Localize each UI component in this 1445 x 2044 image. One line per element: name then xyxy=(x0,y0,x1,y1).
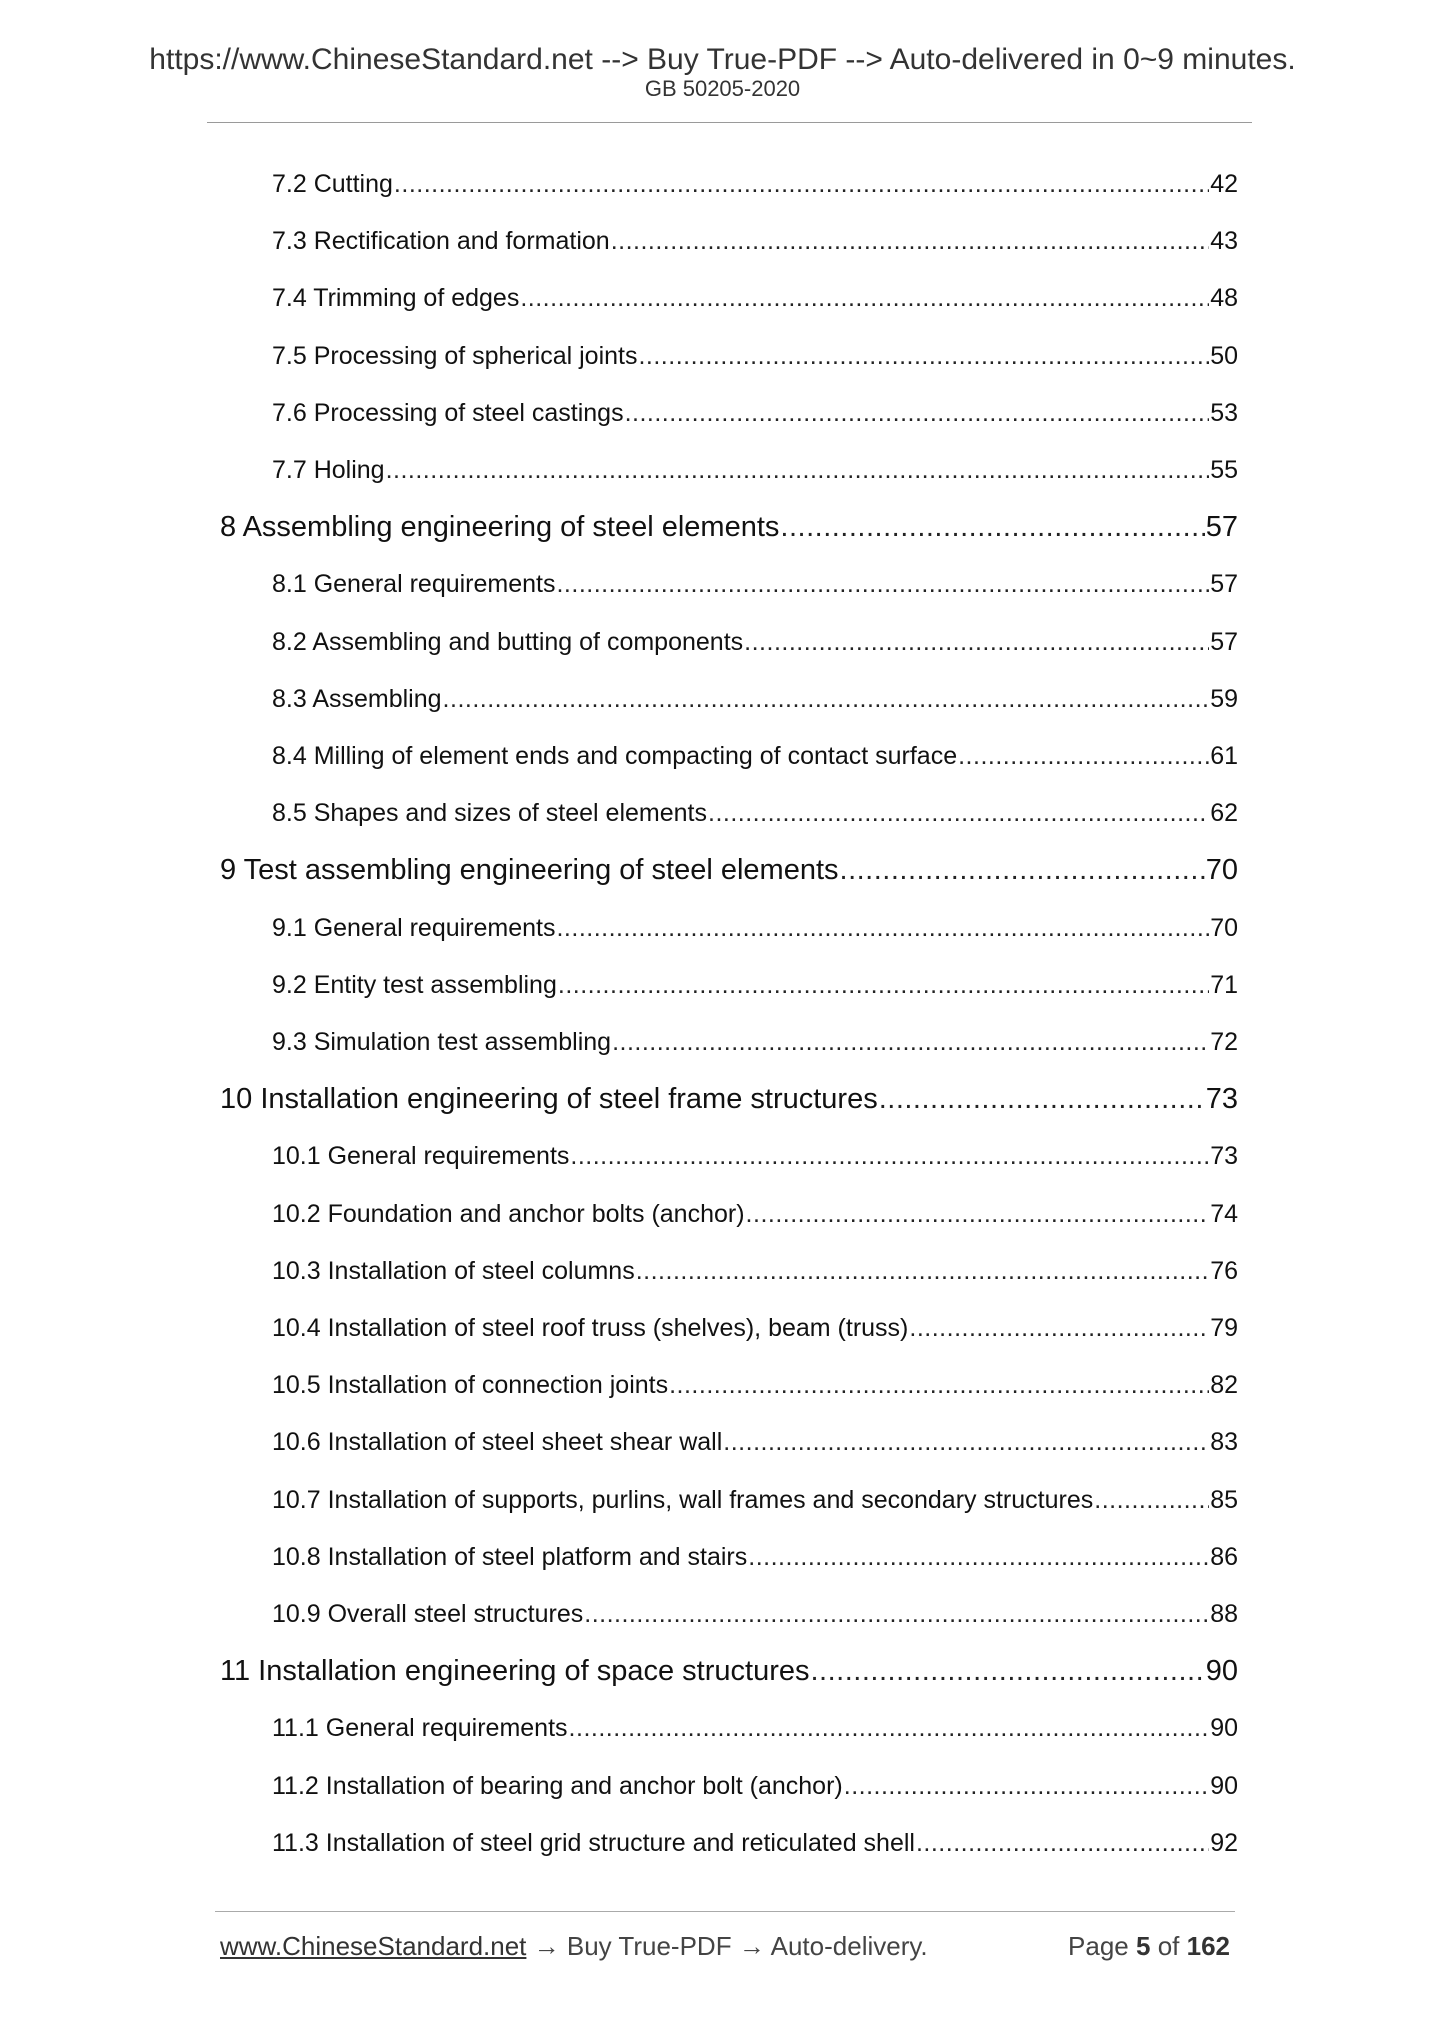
toc-section-entry[interactable] xyxy=(272,1424,1238,1460)
toc-entry-title: 8.3 Assembling xyxy=(272,685,442,713)
toc-section-entry[interactable] xyxy=(272,681,1238,717)
toc-page-number: 57 xyxy=(1205,511,1238,543)
toc-entry-title: 10.3 Installation of steel columns xyxy=(272,1257,635,1285)
toc-section-entry[interactable] xyxy=(272,624,1238,660)
toc-page-number: 90 xyxy=(1205,1655,1238,1687)
toc-dot-leader xyxy=(394,166,1209,202)
toc-chapter-entry[interactable] xyxy=(220,509,1238,545)
toc-entry-title: 7.6 Processing of steel castings xyxy=(272,399,624,427)
toc-section-entry[interactable] xyxy=(272,1024,1238,1060)
toc-entry-title: 8.5 Shapes and sizes of steel elements xyxy=(272,799,707,827)
toc-dot-leader xyxy=(669,1367,1209,1403)
toc-section-entry[interactable] xyxy=(272,338,1238,374)
footer-promo xyxy=(220,1928,928,1964)
toc-section-entry[interactable] xyxy=(272,452,1238,488)
toc-page-number: 76 xyxy=(1210,1257,1238,1285)
toc-page-number: 57 xyxy=(1210,628,1238,656)
toc-dot-leader xyxy=(909,1310,1209,1346)
page-number xyxy=(1068,1928,1230,1964)
toc-dot-leader xyxy=(443,681,1210,717)
footer-site-link[interactable]: www.ChineseStandard.net xyxy=(220,1931,527,1961)
toc-entry-title: 8.4 Milling of element ends and compacting of contact surface xyxy=(272,742,958,770)
toc-chapter-entry[interactable] xyxy=(220,1653,1238,1689)
toc-dot-leader xyxy=(520,280,1209,316)
toc-entry-title: 11 Installation engineering of space structures xyxy=(220,1655,810,1687)
toc-page-number: 55 xyxy=(1210,456,1238,484)
toc-section-entry[interactable] xyxy=(272,223,1238,259)
toc-section-entry[interactable] xyxy=(272,1596,1238,1632)
toc-entry-title: 10.7 Installation of supports, purlins, wall frames and secondary structures xyxy=(272,1486,1094,1514)
toc-page-number: 61 xyxy=(1210,742,1238,770)
toc-entry-title: 7.7 Holing xyxy=(272,456,385,484)
toc-entry-title: 8.2 Assembling and butting of components xyxy=(272,628,744,656)
toc-section-entry[interactable] xyxy=(272,566,1238,602)
toc-page-number: 88 xyxy=(1210,1600,1238,1628)
toc-dot-leader xyxy=(916,1825,1209,1861)
toc-dot-leader xyxy=(611,223,1210,259)
toc-entry-title: 11.2 Installation of bearing and anchor bolt (anchor) xyxy=(272,1772,843,1800)
toc-section-entry[interactable] xyxy=(272,967,1238,1003)
toc-page-number: 92 xyxy=(1210,1829,1238,1857)
toc-dot-leader xyxy=(636,1253,1209,1289)
arrow-right-icon: → xyxy=(533,1931,560,1961)
toc-dot-leader xyxy=(1094,1482,1209,1518)
toc-page-number: 71 xyxy=(1210,971,1238,999)
toc-page-number: 53 xyxy=(1210,399,1238,427)
toc-page-number: 86 xyxy=(1210,1543,1238,1571)
toc-dot-leader xyxy=(625,395,1210,431)
toc-page-number: 90 xyxy=(1210,1714,1238,1742)
toc-dot-leader xyxy=(612,1024,1209,1060)
footer-delivery-text: Auto-delivery. xyxy=(770,1931,928,1961)
toc-entry-title: 10.1 General requirements xyxy=(272,1142,570,1170)
toc-page-number: 50 xyxy=(1210,342,1238,370)
toc-dot-leader xyxy=(844,1768,1209,1804)
footer-divider xyxy=(215,1911,1235,1912)
toc-entry-title: 10.5 Installation of connection joints xyxy=(272,1371,669,1399)
toc-section-entry[interactable] xyxy=(272,1825,1238,1861)
toc-dot-leader xyxy=(386,452,1210,488)
toc-entry-title: 9.1 General requirements xyxy=(272,914,556,942)
toc-page-number: 57 xyxy=(1210,570,1238,598)
toc-dot-leader xyxy=(879,1081,1205,1117)
toc-dot-leader xyxy=(723,1424,1209,1460)
toc-page-number: 73 xyxy=(1210,1142,1238,1170)
toc-entry-title: 8 Assembling engineering of steel elements xyxy=(220,511,780,543)
toc-entry-title: 7.3 Rectification and formation xyxy=(272,227,610,255)
toc-dot-leader xyxy=(638,338,1209,374)
standard-code: GB 50205-2020 xyxy=(644,76,801,101)
toc-section-entry[interactable] xyxy=(272,1138,1238,1174)
toc-entry-title: 10.8 Installation of steel platform and stairs xyxy=(272,1543,748,1571)
toc-entry-title: 11.1 General requirements xyxy=(272,1714,568,1742)
toc-entry-title: 10.9 Overall steel structures xyxy=(272,1600,584,1628)
toc-dot-leader xyxy=(840,852,1205,888)
toc-chapter-entry[interactable] xyxy=(220,852,1238,888)
toc-dot-leader xyxy=(556,910,1209,946)
toc-entry-title: 7.4 Trimming of edges xyxy=(272,284,520,312)
toc-page-number: 82 xyxy=(1210,1371,1238,1399)
toc-section-entry[interactable] xyxy=(272,166,1238,202)
toc-dot-leader xyxy=(558,967,1209,1003)
toc-entry-title: 10 Installation engineering of steel frame structures xyxy=(220,1083,878,1115)
toc-section-entry[interactable] xyxy=(272,1482,1238,1518)
toc-dot-leader xyxy=(748,1539,1209,1575)
toc-dot-leader xyxy=(744,624,1209,660)
toc-page-number: 42 xyxy=(1210,170,1238,198)
toc-section-entry[interactable] xyxy=(272,395,1238,431)
toc-section-entry[interactable] xyxy=(272,1253,1238,1289)
toc-page-number: 70 xyxy=(1210,914,1238,942)
toc-page-number: 85 xyxy=(1210,1486,1238,1514)
toc-section-entry[interactable] xyxy=(272,738,1238,774)
toc-section-entry[interactable] xyxy=(272,910,1238,946)
toc-entry-title: 9.3 Simulation test assembling xyxy=(272,1028,612,1056)
toc-page-number: 72 xyxy=(1210,1028,1238,1056)
toc-entry-title: 9.2 Entity test assembling xyxy=(272,971,557,999)
toc-section-entry[interactable] xyxy=(272,1710,1238,1746)
toc-dot-leader xyxy=(811,1653,1205,1689)
toc-section-entry[interactable] xyxy=(272,1539,1238,1575)
toc-page-number: 79 xyxy=(1210,1314,1238,1342)
toc-dot-leader xyxy=(584,1596,1209,1632)
toc-page-number: 48 xyxy=(1210,284,1238,312)
toc-entry-title: 8.1 General requirements xyxy=(272,570,556,598)
toc-dot-leader xyxy=(780,509,1204,545)
toc-dot-leader xyxy=(708,795,1209,831)
toc-entry-title: 10.6 Installation of steel sheet shear wall xyxy=(272,1428,723,1456)
toc-section-entry[interactable] xyxy=(272,1196,1238,1232)
toc-entry-title: 10.2 Foundation and anchor bolts (anchor) xyxy=(272,1200,745,1228)
toc-page-number: 43 xyxy=(1210,227,1238,255)
toc-dot-leader xyxy=(746,1196,1210,1232)
toc-dot-leader xyxy=(556,566,1209,602)
page-current: 5 xyxy=(1135,1931,1151,1961)
toc-entry-title: 10.4 Installation of steel roof truss (shelves), beam (truss) xyxy=(272,1314,909,1342)
toc-page-number: 83 xyxy=(1210,1428,1238,1456)
toc-page-number: 70 xyxy=(1205,854,1238,886)
footer-buy-text: Buy True-PDF xyxy=(566,1931,732,1961)
toc-dot-leader xyxy=(570,1138,1209,1174)
toc-entry-title: 7.5 Processing of spherical joints xyxy=(272,342,638,370)
page-footer xyxy=(220,1928,1235,1964)
page-of: of xyxy=(1157,1931,1180,1961)
toc-page-number: 74 xyxy=(1210,1200,1238,1228)
header-banner: https://www.ChineseStandard.net --> Buy True-PDF --> Auto-delivered in 0~9 minutes. xyxy=(149,43,1296,76)
toc-entry-title: 11.3 Installation of steel grid structure and reticulated shell xyxy=(272,1829,915,1857)
toc-section-entry[interactable] xyxy=(272,280,1238,316)
toc-dot-leader xyxy=(569,1710,1210,1746)
toc-section-entry[interactable] xyxy=(272,1310,1238,1346)
toc-section-entry[interactable] xyxy=(272,1768,1238,1804)
arrow-right-icon: → xyxy=(738,1931,765,1961)
toc-page-number: 59 xyxy=(1210,685,1238,713)
toc-chapter-entry[interactable] xyxy=(220,1081,1238,1117)
toc-page-number: 73 xyxy=(1205,1083,1238,1115)
toc-entry-title: 9 Test assembling engineering of steel elements xyxy=(220,854,839,886)
toc-page-number: 62 xyxy=(1210,799,1238,827)
toc-page-number: 90 xyxy=(1210,1772,1238,1800)
toc-section-entry[interactable] xyxy=(272,1367,1238,1403)
toc-dot-leader xyxy=(958,738,1209,774)
page-word: Page xyxy=(1068,1931,1129,1961)
page-total: 162 xyxy=(1186,1931,1230,1961)
toc-section-entry[interactable] xyxy=(272,795,1238,831)
toc-entry-title: 7.2 Cutting xyxy=(272,170,393,198)
